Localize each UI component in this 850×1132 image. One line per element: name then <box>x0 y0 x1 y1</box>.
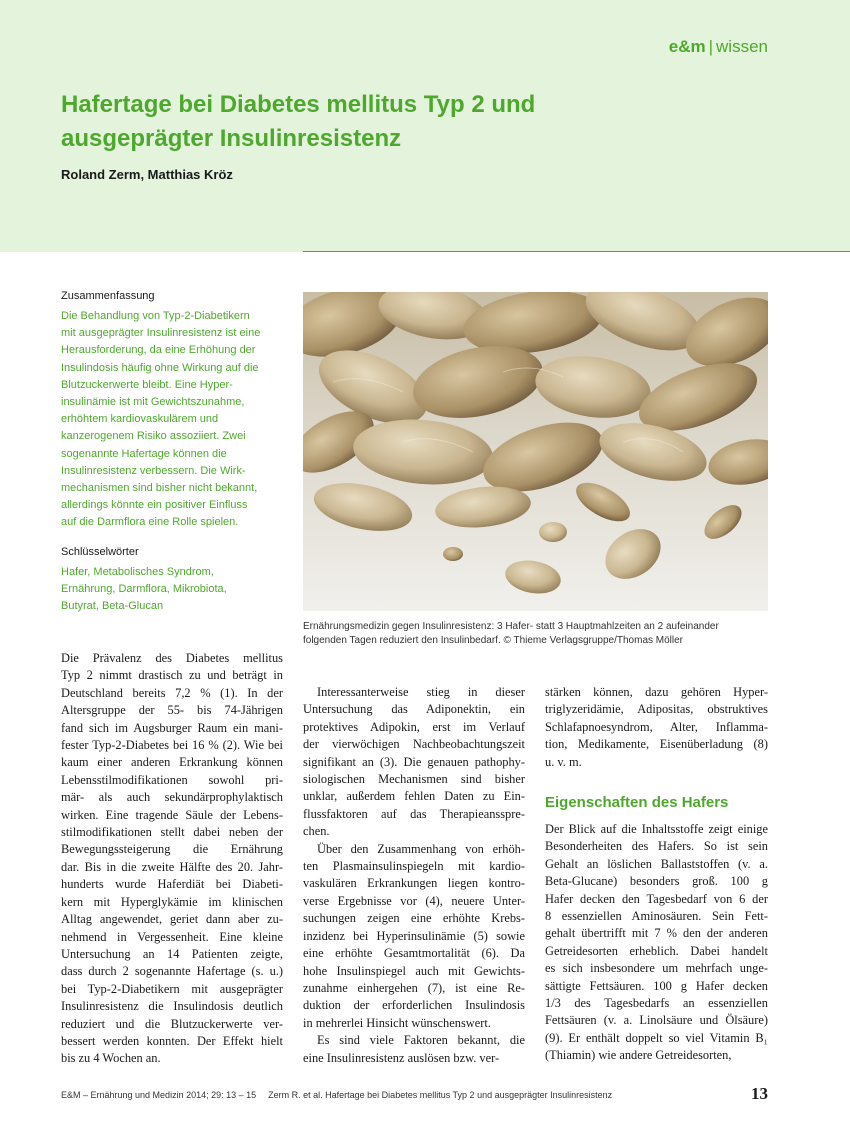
keywords-text <box>61 564 283 616</box>
text-line: gehalt übertrifft mit 7 % den der anderen <box>545 926 768 941</box>
article-reference: Zerm R. et al. Hafertage bei Diabetes mellitus Typ 2 und ausgeprägter Insulinresistenz <box>268 1090 613 1100</box>
text-line: wirken. Eine tragende Säule der Lebens- <box>61 807 283 822</box>
header-divider <box>303 251 850 252</box>
keywords-heading: Schlüsselwörter <box>61 546 139 558</box>
text-line: suchungen zeigen eine erhöhte Krebs- <box>303 911 525 926</box>
title-line: ausgeprägter Insulinresistenz <box>61 125 402 152</box>
text-line: Typ 2 nimmt drastisch zu und beträgt in <box>61 668 283 683</box>
journal-section-tag <box>669 37 768 57</box>
journal-brand: e&m <box>668 37 706 56</box>
text-line: Alltag angewendet, geriet dann aber zu- <box>61 912 283 927</box>
text-line: Schlafapnoesyndrom, Alter, Inflamma- <box>545 719 768 734</box>
text-line: unklar, außerdem fehlen Daten zu Ein- <box>303 789 525 804</box>
text-line: (9). Er enthält doppelt so viel Vitamin B₁ <box>545 1030 768 1045</box>
block-line: auf die Darmflora eine Rolle spielen. <box>61 516 239 529</box>
text-line: fand sich im Augsburger Raum ein mani- <box>61 720 283 735</box>
footer-citation <box>61 1090 612 1100</box>
text-line: stilmodifikationen stellt dabei neben der <box>61 825 283 840</box>
block-line: folgenden Tagen reduziert den Insulinbedarf. © Thieme Verlagsgruppe/Thomas Möller <box>303 635 684 646</box>
block-line: Blutzuckerwerte bleibt. Eine Hyper- <box>61 378 233 391</box>
text-line: 1/3 des Tagesbedarfs an essenziellen <box>545 996 768 1011</box>
text-line: ten Plasmainsulinspiegeln mit kardio- <box>303 859 525 874</box>
text-line: nehmend in Vergessenheit. Eine kleine <box>61 929 283 944</box>
text-line: 8 essenziellen Aminosäuren. Sein Fett- <box>545 909 768 924</box>
block-line: insulinämie ist mit Gewichtszunahme, <box>61 396 245 409</box>
block-line: mit ausgeprägter Insulinresistenz ist eine <box>61 327 261 340</box>
text-line: bei Typ-2-Diabetikern mit ausgeprägter <box>61 981 283 996</box>
text-line: Der Blick auf die Inhaltsstoffe zeigt einige <box>545 822 768 836</box>
block-line: Ernährung, Darmflora, Mikrobiota, <box>61 583 227 596</box>
block-line: Butyrat, Beta-Glucan <box>61 600 164 613</box>
text-line: sättigte Fettsäuren. 100 g Hafer decken <box>545 978 768 993</box>
journal-citation: E&M – Ernährung und Medizin 2014; 29: 13 – 15 <box>61 1090 257 1100</box>
text-line: inzidenz bei Hyperinsulinämie (5) sowie <box>303 928 525 943</box>
text-line: eine erhöhte Gesamtmortalität (6). Da <box>303 946 525 961</box>
body-column-2 <box>303 684 525 1067</box>
text-line: es sich insbesondere um mehrfach unge- <box>545 961 768 976</box>
text-line: hohe Insulinspiegel auch mit Gewichts- <box>303 963 525 978</box>
text-line: dass durch 2 sogenannte Hafertage (s. u.) <box>61 964 283 979</box>
text-line: Bewegungssteigerung die Ernährung <box>61 842 283 857</box>
text-line: tion, Medikamente, Eisenüberladung (8) <box>545 737 768 752</box>
block-line: sogenannte Hafertage können die <box>61 447 227 460</box>
block-line: Ernährungsmedizin gegen Insulinresistenz: 3 Hafer- statt 3 Hauptmahlzeiten an 2 aufeinander <box>303 621 719 632</box>
text-line: Gehalt an löslichen Ballaststoffen (v. a. <box>545 856 768 871</box>
text-line: siologischen Mechanismen sind bisher <box>303 772 525 787</box>
body-column-1 <box>61 650 283 1068</box>
text-line: reduziert und die Blutzuckerwerte ver- <box>61 1016 283 1031</box>
text-line: Lebensstilmodifikationen sowohl pri- <box>61 772 283 787</box>
body-column-3-top <box>545 684 768 771</box>
text-line: triglyzeridämie, Adipositas, obstruktives <box>545 702 768 717</box>
text-line: Getreidesorten erheblich. Dabei handelt <box>545 943 768 958</box>
text-line: Insulinresistenz die Insulindosis deutlich <box>61 999 283 1014</box>
text-line: u. v. m. <box>545 754 582 769</box>
text-line: zunahme einhergehen (7), ist eine Re- <box>303 980 525 995</box>
text-line: kern mit Hyperglykämie im klinischen <box>61 894 283 909</box>
text-line: (Thiamin) wie andere Getreidesorten, <box>545 1048 732 1063</box>
block-line: Insulindosis häufig ohne Wirkung auf die <box>61 361 259 374</box>
text-line: signifikant an (3). Die genauen pathophy- <box>303 754 525 769</box>
text-line: fester Typ-2-Diabetes bei 16 % (2). Wie bei <box>61 738 283 753</box>
text-line: vaskulären Erkrankungen liegen kontro- <box>303 876 525 891</box>
body-column-3-bottom <box>545 821 768 1065</box>
title-line: Hafertage bei Diabetes mellitus Typ 2 und <box>61 91 536 118</box>
block-line: mechanismen sind bisher nicht bekannt, <box>61 482 258 495</box>
block-line: kanzerogenem Risiko assoziiert. Zwei <box>61 430 246 443</box>
text-line: bis zu 4 Wochen an. <box>61 1051 161 1066</box>
text-line: der vierwöchigen Nachbeobachtungszeit <box>303 737 525 752</box>
block-line: allerdings könnte ein positiver Einfluss <box>61 499 248 512</box>
oat-flakes-photo <box>303 292 768 611</box>
abstract-text <box>61 308 283 532</box>
text-line: eine Insulinresistenz auslösen bzw. ver- <box>303 1050 500 1065</box>
abstract-heading: Zusammenfassung <box>61 290 155 302</box>
text-line: Deutschland bereits 7,2 % (1). In der <box>61 685 283 700</box>
text-line: Über den Zusammenhang von erhöh- <box>317 841 525 856</box>
text-line: Fettsäuren (v. a. Linolsäure und Ölsäure) <box>545 1013 768 1028</box>
text-line: duktion der erforderlichen Insulindosis <box>303 998 525 1013</box>
text-line: Die Prävalenz des Diabetes mellitus <box>61 651 283 665</box>
text-line: dar. Bis in die zweite Hälfte des 20. Jahr- <box>61 859 283 874</box>
journal-section: wissen <box>716 37 768 56</box>
text-line: chen. <box>303 824 330 839</box>
text-line: stärken können, dazu gehören Hyper- <box>545 685 768 699</box>
section-heading: Eigenschaften des Hafers <box>545 794 729 811</box>
text-line: protektives Adipokin, erst im Verlauf <box>303 719 525 734</box>
block-line: Insulinresistenz verbessern. Die Wirk- <box>61 464 246 477</box>
block-line: Die Behandlung von Typ-2-Diabetikern <box>61 310 250 322</box>
text-line: Altersgruppe der 55- bis 74-Jährigen <box>61 703 283 718</box>
authors: Roland Zerm, Matthias Kröz <box>61 167 233 182</box>
journal-separator: | <box>708 37 714 56</box>
text-line: Besonderheiten des Hafers. So ist sein <box>545 839 768 854</box>
text-line: Beta-Glucane) besonders groß. 100 g <box>545 874 768 889</box>
article-title <box>61 88 681 156</box>
text-line: Untersuchung das Adiponektin, ein <box>303 702 525 717</box>
page-number: 13 <box>751 1084 768 1103</box>
text-line: Interessanterweise stieg in dieser <box>317 685 525 699</box>
block-line: Herausforderung, da eine Erhöhung der <box>61 344 256 357</box>
text-line: in mehrerlei Hinsicht wünschenswert. <box>303 1015 491 1030</box>
text-line: Untersuchung an 14 Patienten zeigte, <box>61 946 283 961</box>
block-line: erhöhtem kardiovaskulärem und <box>61 413 219 426</box>
figure-caption <box>303 620 773 648</box>
text-line: kaum einer anderen Erkrankung können <box>61 755 283 770</box>
text-line: bessert werden konnten. Der Effekt hielt <box>61 1033 283 1048</box>
text-line: flussfaktoren auf das Therapieansspre- <box>303 806 525 821</box>
text-line: hunderts wurde Haferdiät bei Diabeti- <box>61 877 283 892</box>
text-line: mär- als auch sekundärprophylaktisch <box>61 790 283 805</box>
text-line: Hafer decken den Tagesbedarf von 6 der <box>545 891 768 906</box>
text-line: verse Ergebnisse vor (4), neuere Unter- <box>303 893 525 908</box>
block-line: Hafer, Metabolisches Syndrom, <box>61 566 214 578</box>
text-line: Es sind viele Faktoren bekannt, die <box>317 1033 525 1048</box>
